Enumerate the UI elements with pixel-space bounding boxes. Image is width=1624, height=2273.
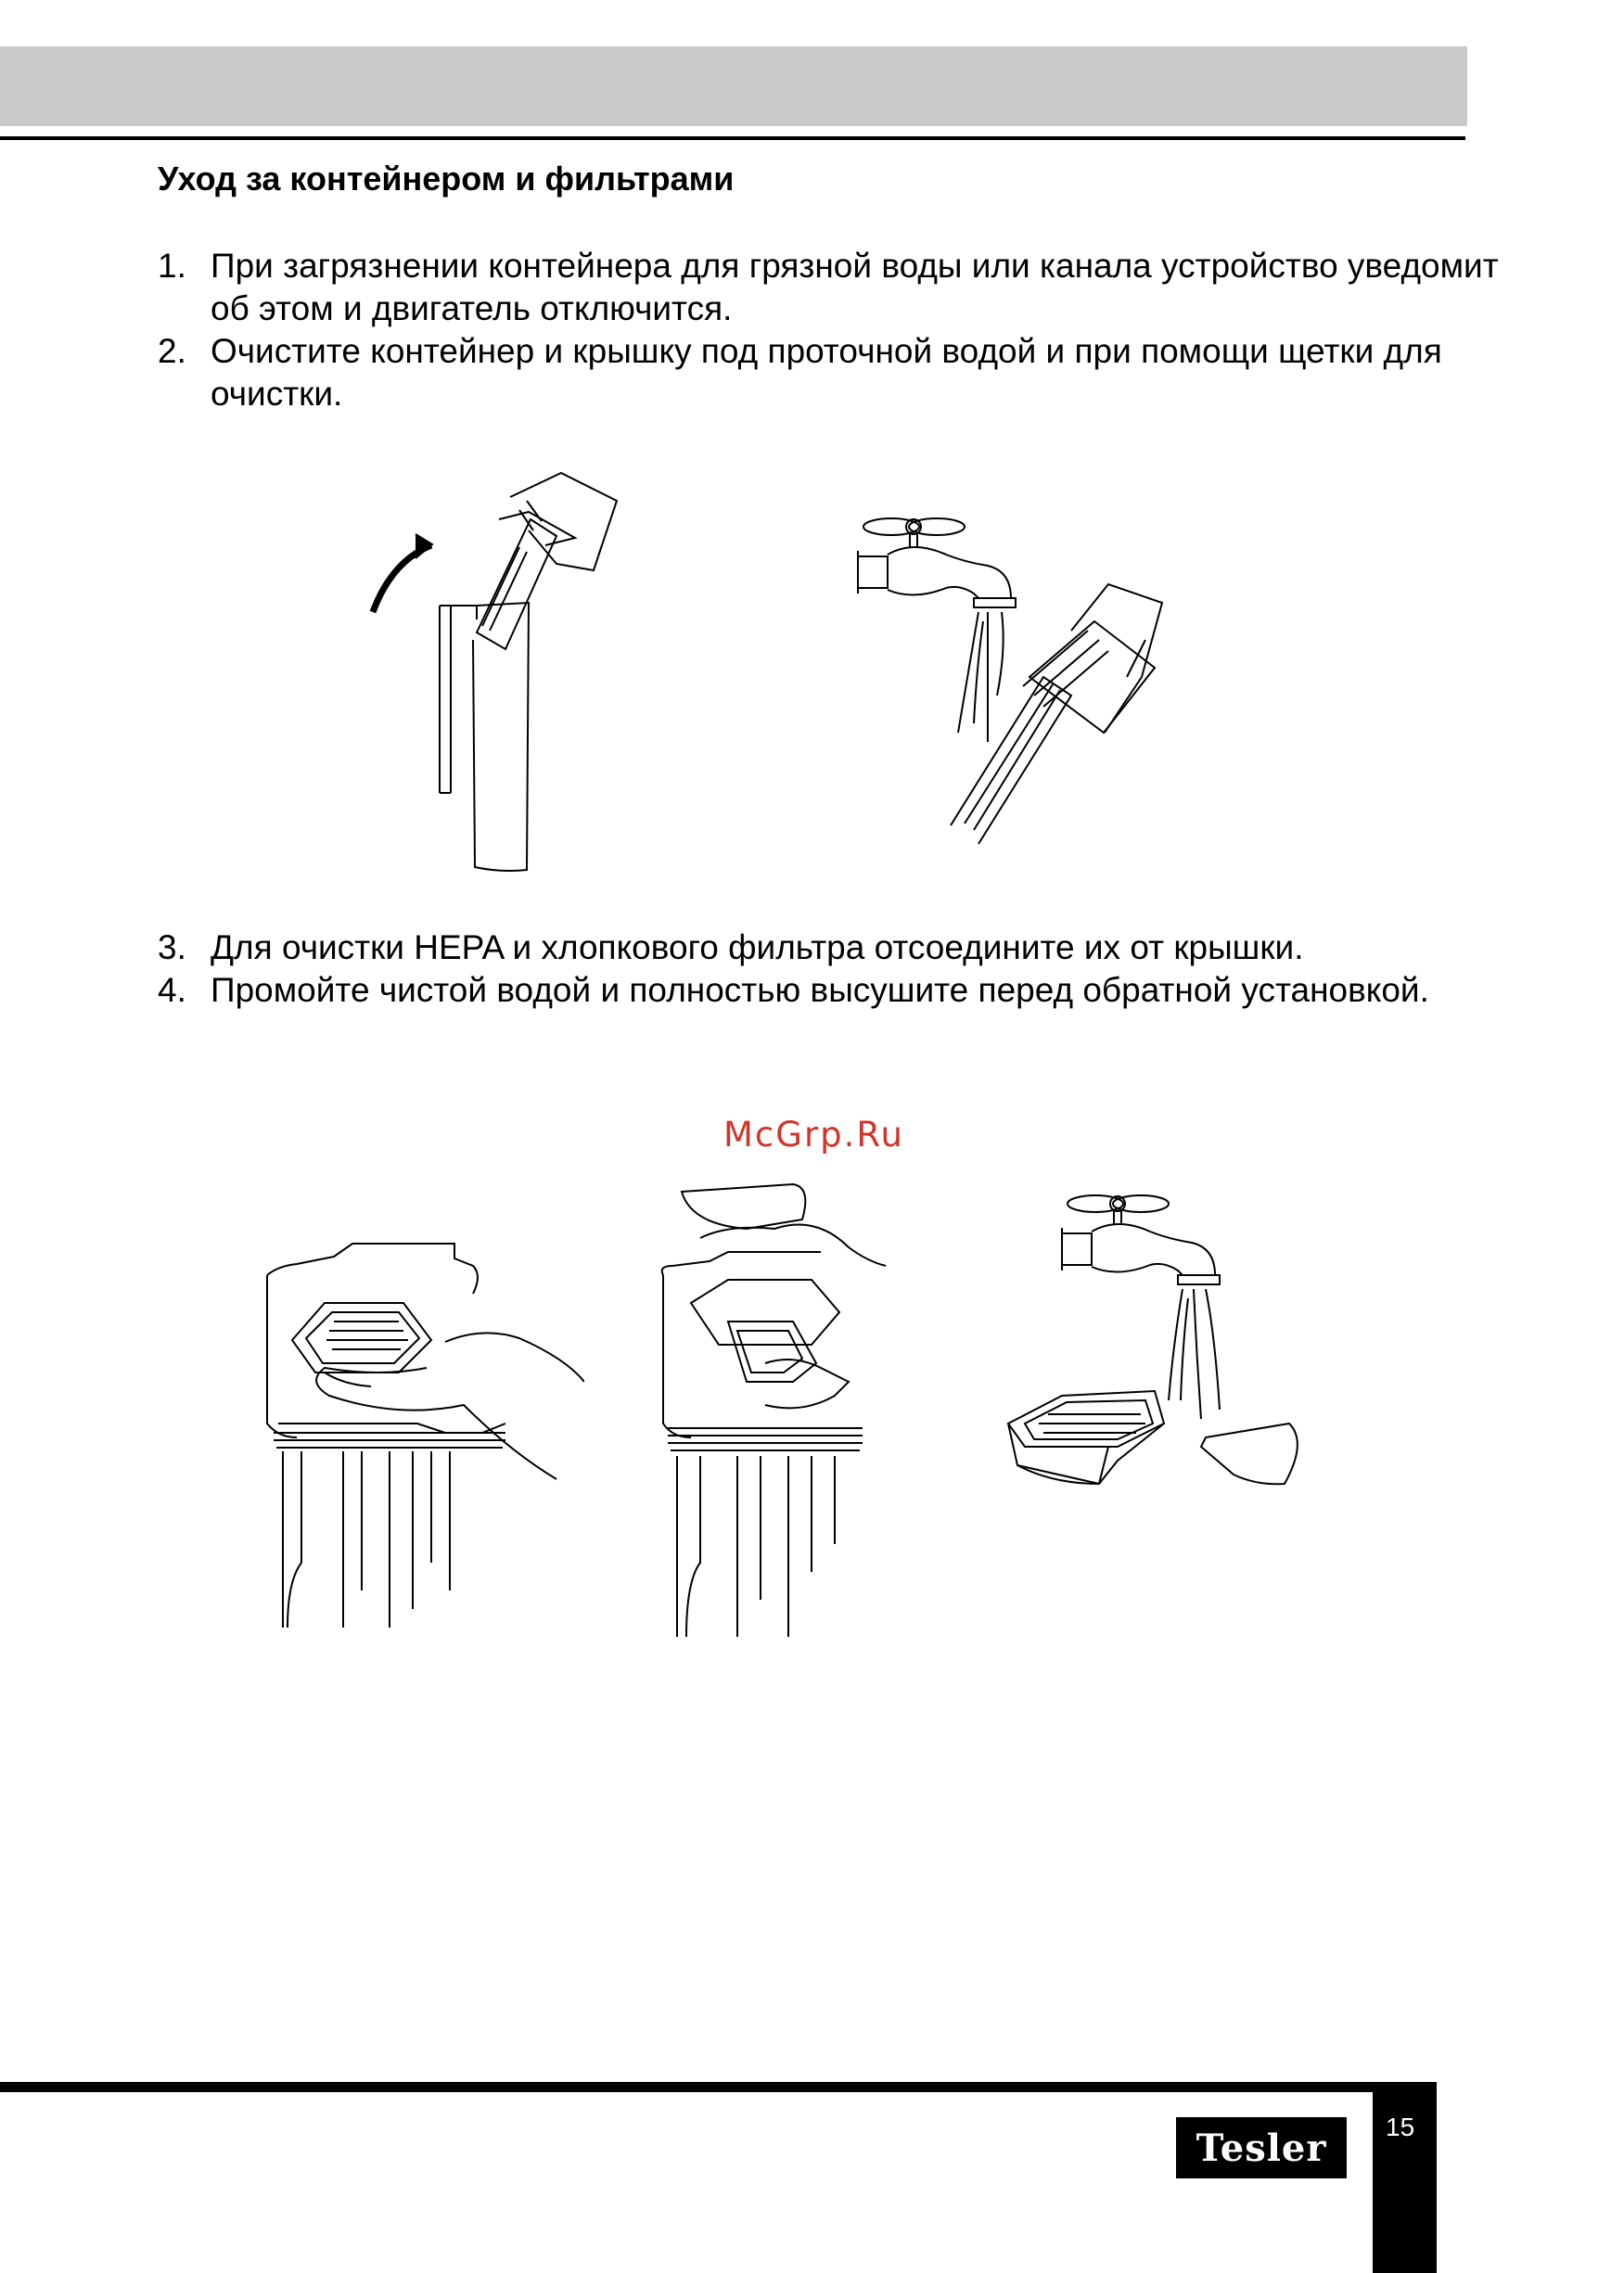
step-number: 1. [158, 247, 186, 285]
container-removal-illustration [362, 464, 640, 881]
list-item [158, 969, 1509, 1012]
steps-list-1 [158, 245, 1509, 415]
step-number: 4. [158, 971, 186, 1009]
hepa-filter-removal-illustration [260, 1238, 584, 1628]
page-number: 15 [1386, 2113, 1415, 2141]
brand-logo [1176, 2117, 1347, 2178]
header-band [0, 46, 1467, 126]
section-title: Уход за контейнером и фильтрами [158, 160, 735, 198]
list-item [158, 245, 1509, 330]
step-text: При загрязнении контейнера для грязной воды или канала устройство уведомит об этом и двигатель отключится. [211, 247, 1499, 327]
filters-rinse-illustration [1006, 1187, 1331, 1521]
watermark: McGrp.Ru [723, 1115, 904, 1155]
list-item [158, 926, 1509, 969]
brand-logo-text: Tesler [1196, 2126, 1327, 2170]
list-item [158, 330, 1509, 415]
container-rinse-illustration [849, 510, 1201, 853]
step-text: Промойте чистой водой и полностью высушите перед обратной установкой. [211, 971, 1429, 1009]
step-text: Очистите контейнер и крышку под проточной водой и при помощи щетки для очистки. [211, 332, 1442, 413]
steps-list-2 [158, 926, 1509, 1012]
step-number: 2. [158, 332, 186, 370]
step-text: Для очистки HEPA и хлопкового фильтра отсоедините их от крышки. [211, 928, 1304, 966]
footer-rule [0, 2082, 1436, 2092]
cotton-filter-removal-illustration [654, 1173, 932, 1637]
header-rule [0, 136, 1465, 140]
footer-bar [1373, 2082, 1437, 2273]
step-number: 3. [158, 928, 186, 966]
